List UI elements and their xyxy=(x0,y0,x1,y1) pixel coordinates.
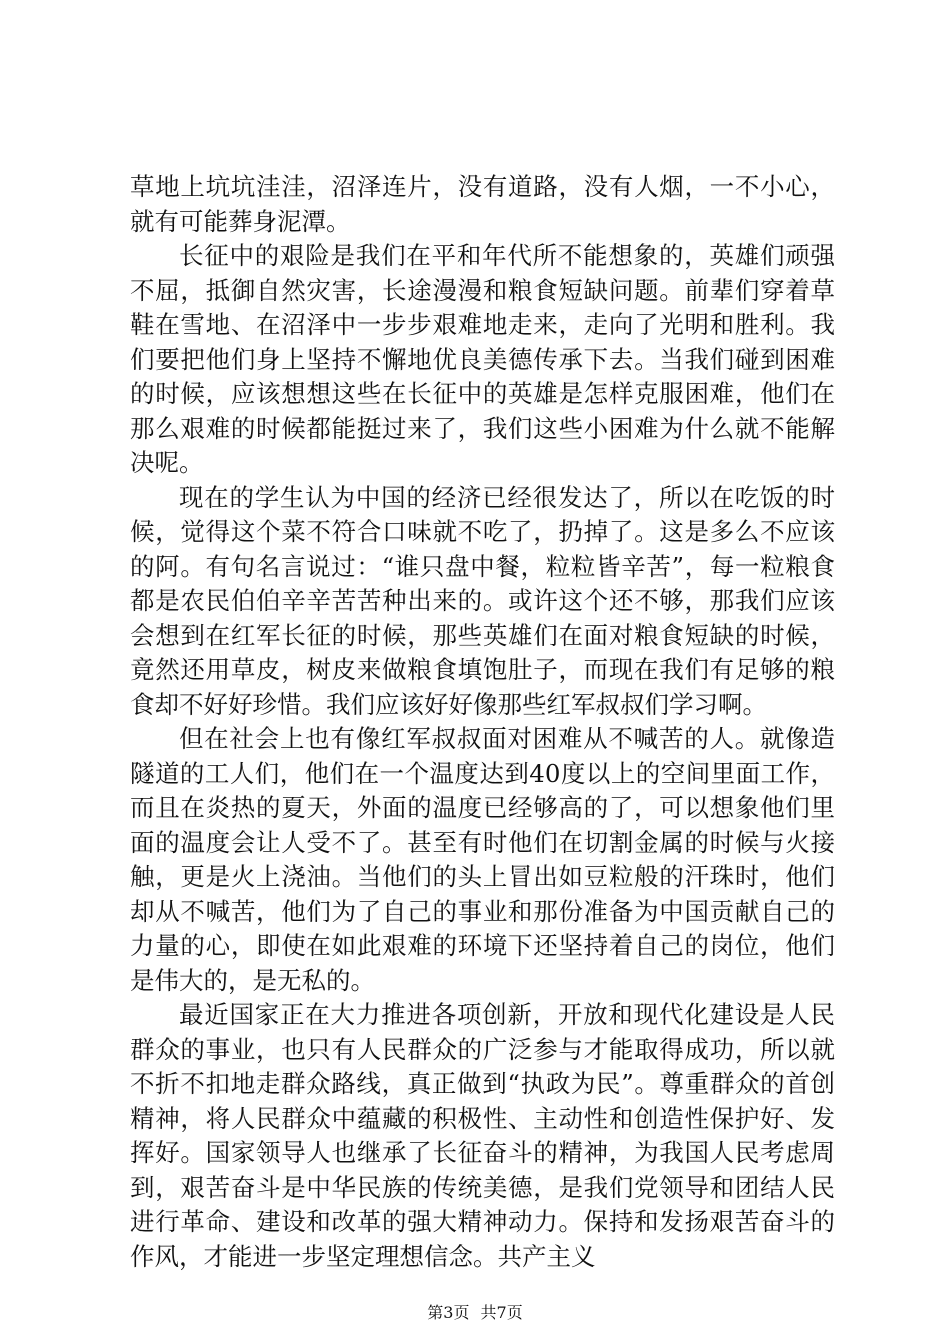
paragraph: 长征中的艰险是我们在平和年代所不能想象的，英雄们顽强不屈，抵御自然灾害，长途漫漫和粮食短缺问题。前辈们穿着草鞋在雪地、在沼泽中一步步艰难地走来，走向了光明和胜利。我们要把他们身上坚持不懈地优良美德传承下去。当我们碰到困难的时候，应该想想这些在长征中的英雄是怎样克服困难，他们在那么艰难的时候都能挺过来了，我们这些小困难为什么就不能解决呢。 xyxy=(130,241,835,477)
page-number: 第3页 xyxy=(427,1303,470,1322)
page-total: 共7页 xyxy=(480,1303,523,1322)
paragraph: 最近国家正在大力推进各项创新，开放和现代化建设是人民群众的事业，也只有人民群众的广泛参与才能取得成功，所以就不折不扣地走群众路线，真正做到“执政为民”。尊重群众的首创精神，将人民群众中蕴藏的积极性、主动性和创造性保护好、发挥好。国家领导人也继承了长征奋斗的精神，为我国人民考虑周到，艰苦奋斗是中华民族的传统美德，是我们党领导和团结人民进行革命、建设和改革的强大精神动力。保持和发扬艰苦奋斗的作风，才能进一步坚定理想信念。共产主义 xyxy=(130,1000,835,1271)
page-footer xyxy=(0,1300,950,1323)
paragraph: 现在的学生认为中国的经济已经很发达了，所以在吃饭的时候，觉得这个菜不符合口味就不吃了，扔掉了。这是多么不应该的阿。有句名言说过：“谁只盘中餐，粒粒皆辛苦”，每一粒粮食都是农民伯伯辛辛苦苦种出来的。或许这个还不够，那我们应该会想到在红军长征的时候，那些英雄们在面对粮食短缺的时候，竟然还用草皮，树皮来做粮食填饱肚子，而现在我们有足够的粮食却不好好珍惜。我们应该好好像那些红军叔叔们学习啊。 xyxy=(130,482,835,719)
document-body xyxy=(130,170,835,1274)
paragraph: 但在社会上也有像红军叔叔面对困难从不喊苦的人。就像造隧道的工人们，他们在一个温度达到40度以上的空间里面工作，而且在炎热的夏天，外面的温度已经够高的了，可以想象他们里面的温度会让人受不了。甚至有时他们在切割金属的时候与火接触，更是火上浇油。当他们的头上冒出如豆粒般的汗珠时，他们却从不喊苦，他们为了自己的事业和那份准备为中国贡献自己的力量的心，即使在如此艰难的环境下还坚持着自己的岗位，他们是伟大的，是无私的。 xyxy=(130,724,835,995)
paragraph-continued: 草地上坑坑洼洼，沼泽连片，没有道路，没有人烟，一不小心，就有可能葬身泥潭。 xyxy=(130,172,835,236)
